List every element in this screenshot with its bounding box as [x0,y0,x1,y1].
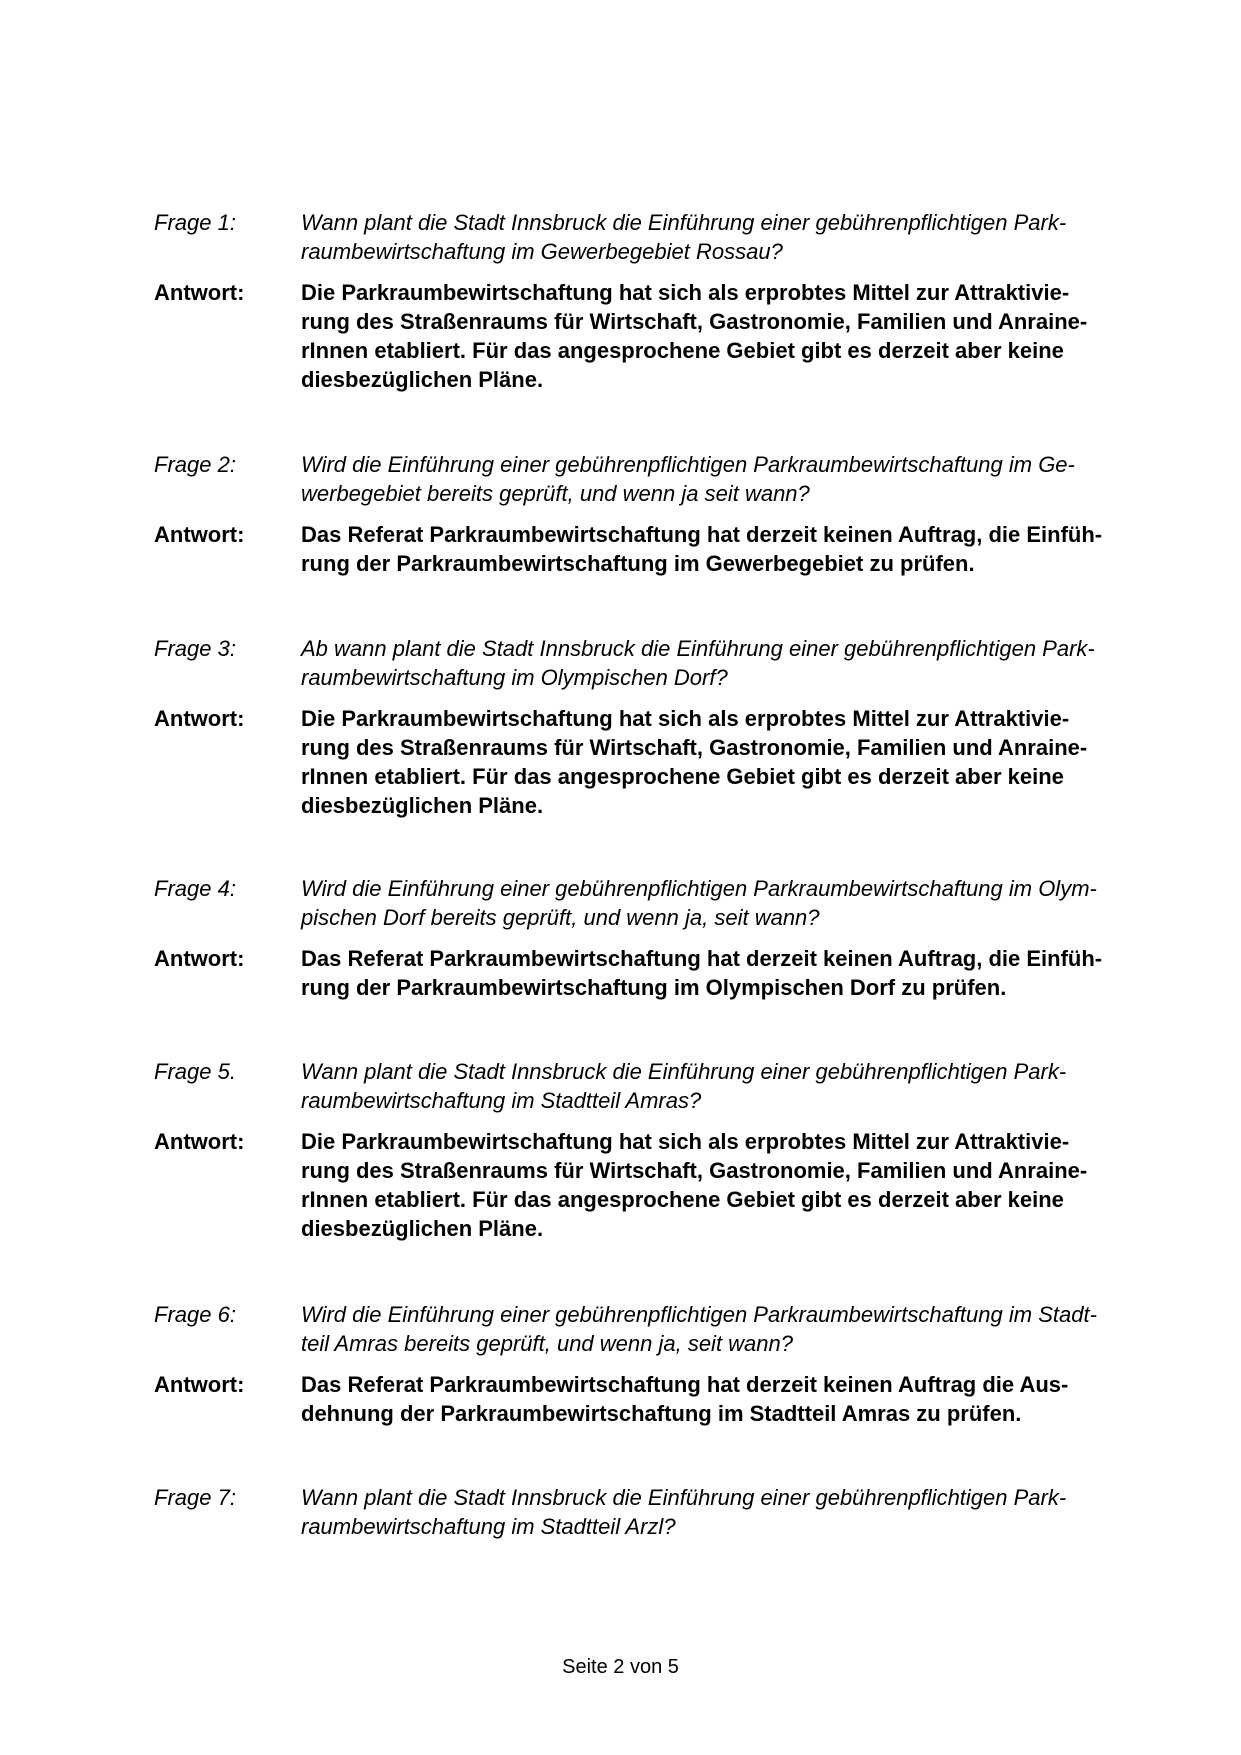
answer-text: Das Referat Parkraumbewirtschaftung hat derzeit keinen Auftrag die Aus- dehnung der Parkraumbewirtschaftung im Stadtteil Amras zu prüfen. [301,1372,1069,1426]
qa-block-5 [154,1057,1144,1243]
qa-block-1 [154,208,1144,394]
answer-row [154,1370,1144,1428]
qa-block-4 [154,874,1144,1002]
question-label: Frage 4: [154,876,236,901]
qa-block-2 [154,450,1144,578]
answer-text: Die Parkraumbewirtschaftung hat sich als erprobtes Mittel zur Attraktivie- rung des Straßenraums für Wirtschaft, Gastronomie, Familien und Anraine- rInnen etabliert. Für das angesprochene Gebiet gibt es derzeit aber keine diesbezüglichen Pläne. [301,706,1088,818]
question-row [154,874,1144,932]
question-text: Wann plant die Stadt Innsbruck die Einführung einer gebührenpflichtigen Park- raumbewirtschaftung im Stadtteil Amras? [301,1059,1067,1113]
qa-block-3 [154,634,1144,820]
answer-label: Antwort: [154,1372,245,1397]
question-text: Wann plant die Stadt Innsbruck die Einführung einer gebührenpflichtigen Park- raumbewirtschaftung im Gewerbegebiet Rossau? [301,210,1067,264]
answer-row [154,278,1144,394]
answer-label: Antwort: [154,946,245,971]
answer-label: Antwort: [154,522,245,547]
question-text: Wird die Einführung einer gebührenpflichtigen Parkraumbewirtschaftung im Olym- pischen Dorf bereits geprüft, und wenn ja, seit wann? [301,876,1097,930]
answer-row [154,944,1144,1002]
question-label: Frage 1: [154,210,236,235]
question-row [154,208,1144,266]
question-label: Frage 5. [154,1059,236,1084]
answer-text: Das Referat Parkraumbewirtschaftung hat derzeit keinen Auftrag, die Einfüh- rung der Parkraumbewirtschaftung im Olympischen Dorf zu prüfen. [301,946,1103,1000]
question-row [154,634,1144,692]
answer-text: Das Referat Parkraumbewirtschaftung hat derzeit keinen Auftrag, die Einfüh- rung der Parkraumbewirtschaftung im Gewerbegebiet zu prüfen. [301,522,1103,576]
question-text: Wann plant die Stadt Innsbruck die Einführung einer gebührenpflichtigen Park- raumbewirtschaftung im Stadtteil Arzl? [301,1485,1067,1539]
question-label: Frage 6: [154,1302,236,1327]
question-row [154,450,1144,508]
answer-label: Antwort: [154,280,245,305]
answer-row [154,520,1144,578]
question-label: Frage 2: [154,452,236,477]
answer-label: Antwort: [154,706,245,731]
answer-row [154,704,1144,820]
question-text: Ab wann plant die Stadt Innsbruck die Einführung einer gebührenpflichtigen Park- raumbewirtschaftung im Olympischen Dorf? [301,636,1095,690]
qa-block-7 [154,1483,1144,1541]
question-label: Frage 7: [154,1485,236,1510]
answer-row [154,1127,1144,1243]
answer-text: Die Parkraumbewirtschaftung hat sich als erprobtes Mittel zur Attraktivie- rung des Straßenraums für Wirtschaft, Gastronomie, Familien und Anraine- rInnen etabliert. Für das angesprochene Gebiet gibt es derzeit aber keine diesbezüglichen Pläne. [301,1129,1088,1241]
question-row [154,1483,1144,1541]
qa-block-6 [154,1300,1144,1428]
question-text: Wird die Einführung einer gebührenpflichtigen Parkraumbewirtschaftung im Ge- werbegebiet bereits geprüft, und wenn ja seit wann? [301,452,1075,506]
question-text: Wird die Einführung einer gebührenpflichtigen Parkraumbewirtschaftung im Stadt- teil Amras bereits geprüft, und wenn ja, seit wann? [301,1302,1097,1356]
answer-text: Die Parkraumbewirtschaftung hat sich als erprobtes Mittel zur Attraktivie- rung des Straßenraums für Wirtschaft, Gastronomie, Familien und Anraine- rInnen etabliert. Für das angesprochene Gebiet gibt es derzeit aber keine diesbezüglichen Pläne. [301,280,1088,392]
page-number-footer: Seite 2 von 5 [562,1656,679,1678]
question-row [154,1057,1144,1115]
question-row [154,1300,1144,1358]
answer-label: Antwort: [154,1129,245,1154]
question-label: Frage 3: [154,636,236,661]
